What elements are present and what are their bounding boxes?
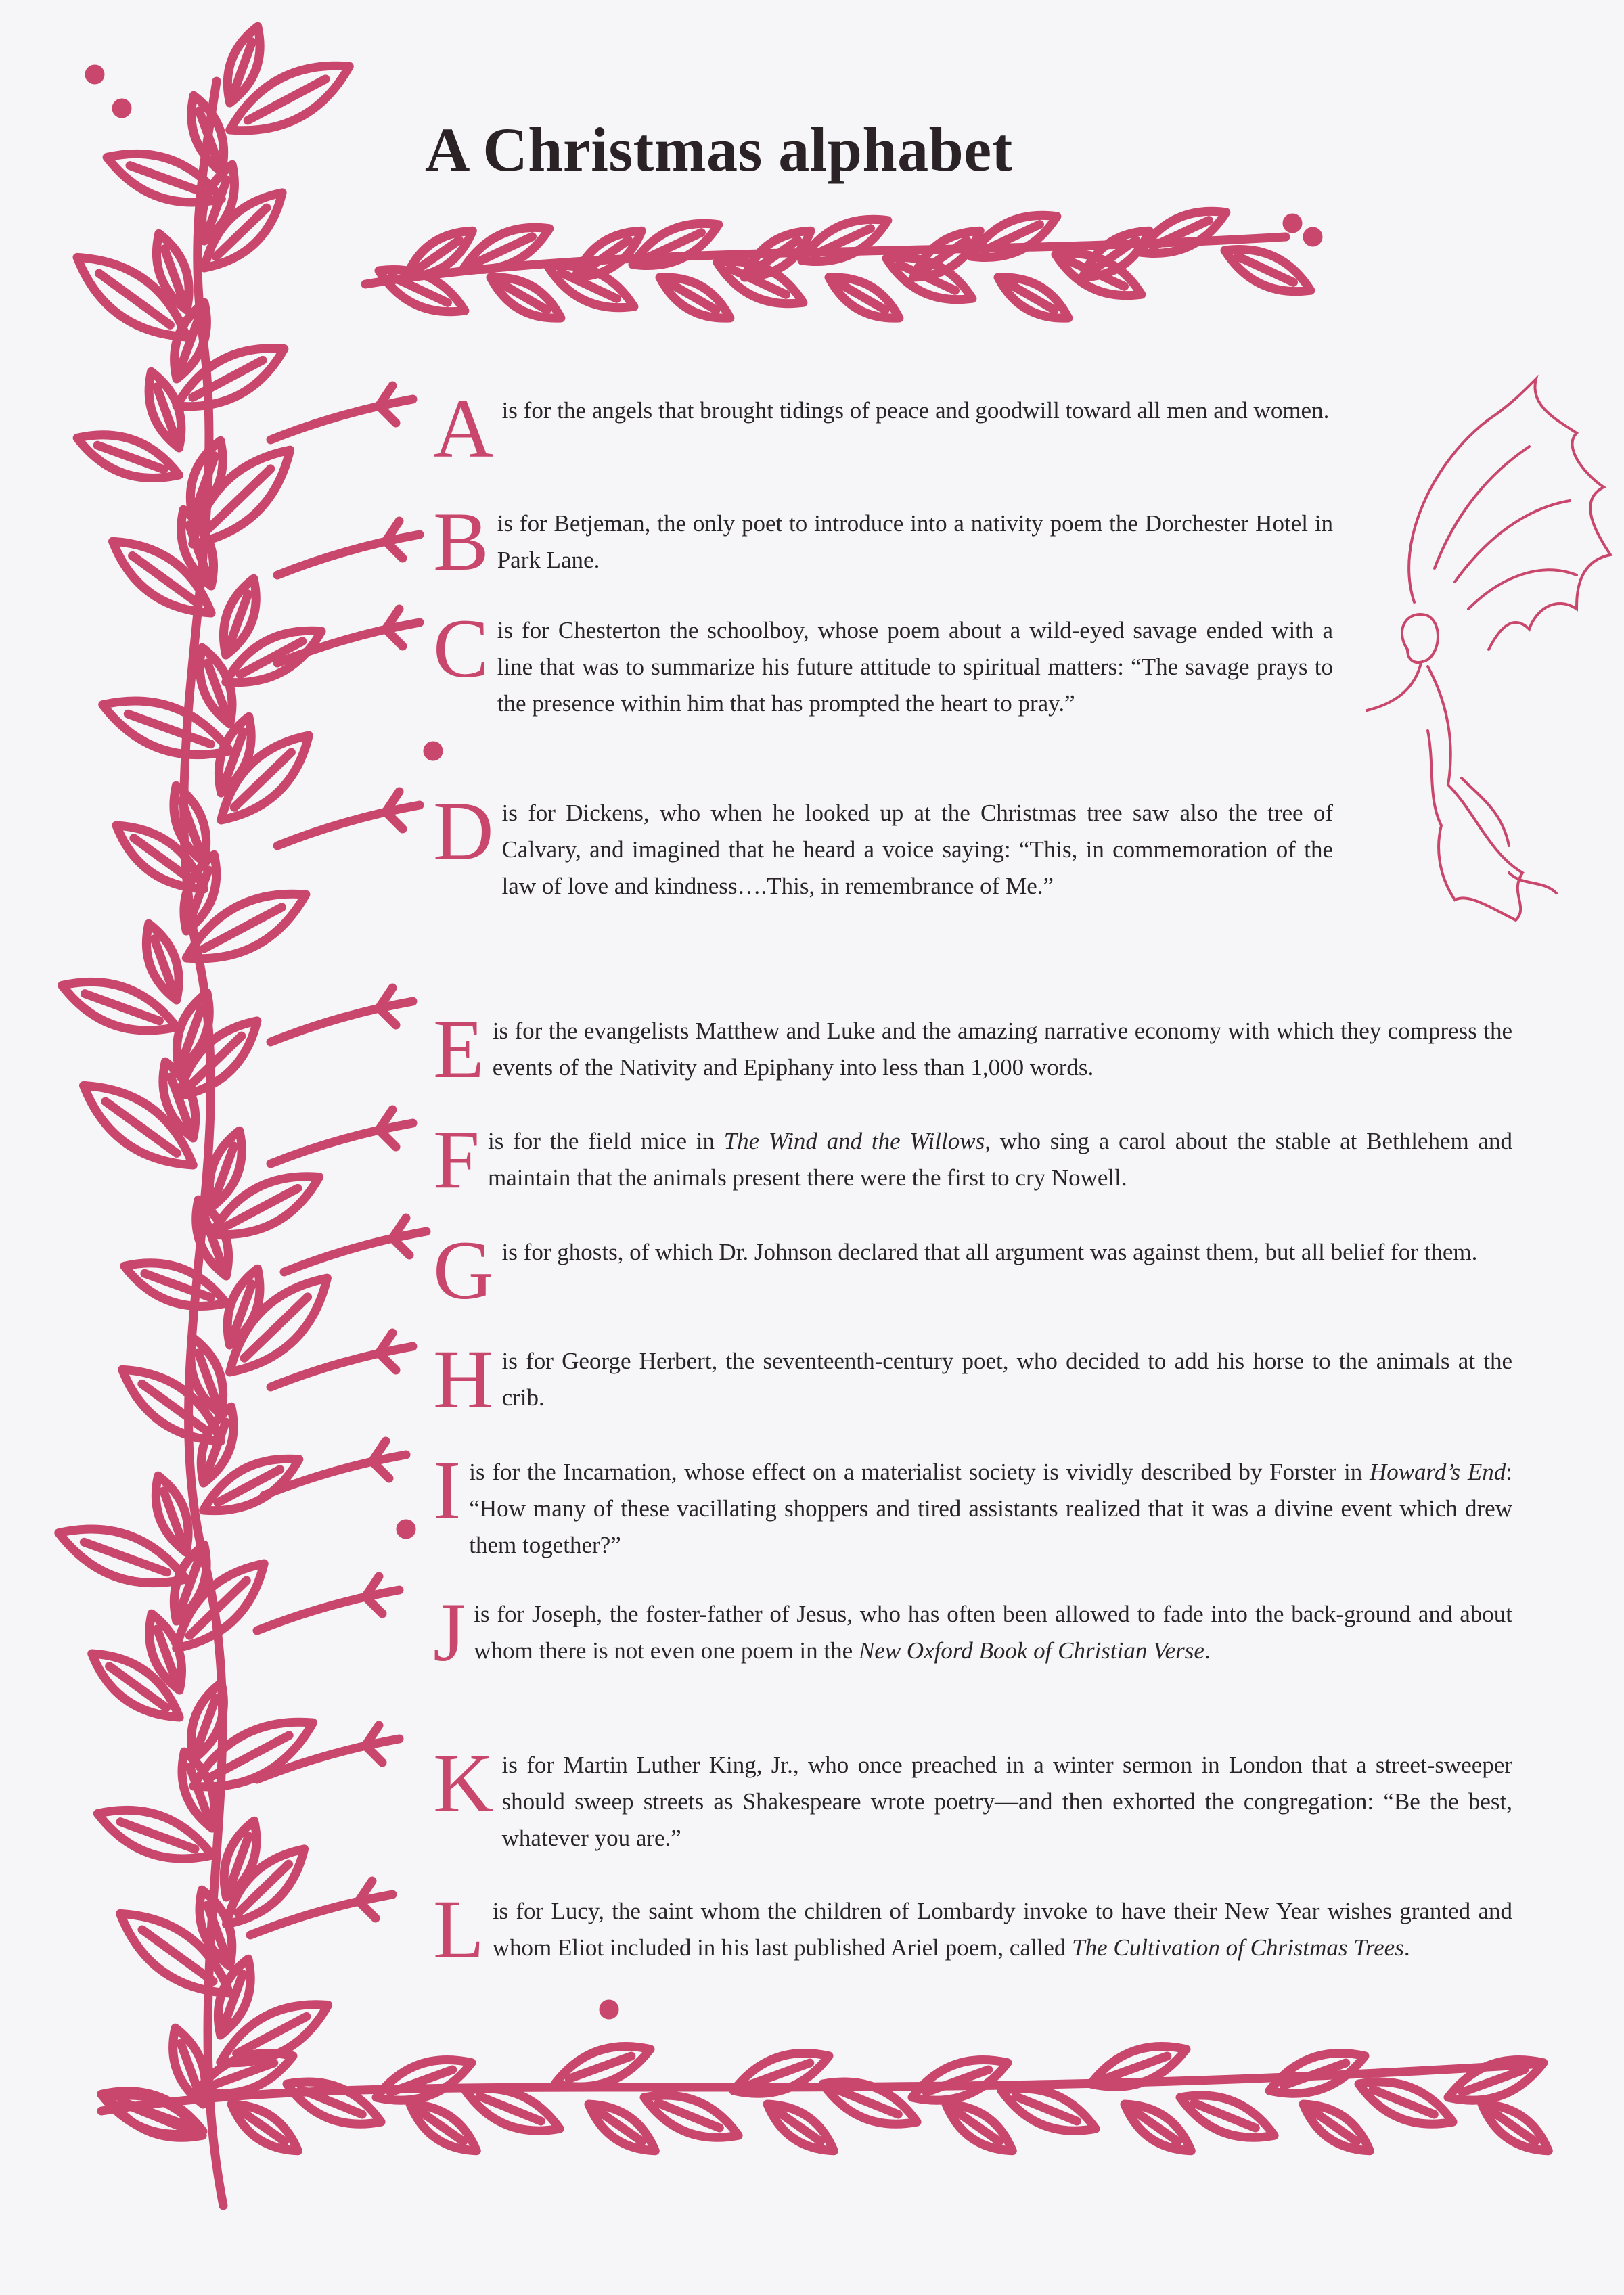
berry-dot — [116, 103, 127, 114]
leaf-icon — [1303, 2104, 1370, 2151]
entry-text: is for Lucy, the saint whom the children of Lombardy invoke to have their New Year wishes granted and whom Eliot included in his last published Ariel poem, called — [492, 1898, 1512, 1961]
entry-text: is for Dickens, who when he looked up at the Christmas tree saw also the tree of Calvary, and imagined that he heard a voice saying: “This, in commemoration of the law of love and kindness….This, in remembrance of Me.” — [501, 800, 1333, 899]
leaf-icon — [410, 2104, 476, 2151]
berry-dot — [1307, 231, 1318, 242]
leaf-icon — [912, 2060, 1008, 2100]
drop-cap: K — [433, 1737, 494, 1830]
italic-title: The Cultivation of Christmas Trees — [1072, 1934, 1404, 1961]
leaf-icon — [125, 1263, 226, 1306]
leaf-icon — [491, 277, 561, 318]
leaf-icon — [1225, 250, 1311, 292]
leaf-icon — [194, 1722, 313, 1787]
drop-cap: E — [433, 1003, 484, 1095]
leaf-icon — [946, 2104, 1012, 2151]
entry-text: is for Joseph, the foster-father of Jesus, who has often been allowed to fade into the back-ground and about whom there is not even one poem in the — [474, 1601, 1512, 1664]
berry-dot — [428, 746, 438, 756]
leaf-icon — [575, 231, 641, 277]
leaf-icon — [77, 435, 179, 478]
entry-text: is for George Herbert, the seventeenth-century poet, who decided to add his horse to the animals at the crib. — [501, 1348, 1512, 1411]
leaf-icon — [191, 95, 224, 172]
leaf-icon — [224, 1821, 256, 1897]
drop-cap: C — [433, 602, 489, 695]
entry-text: . — [1403, 1934, 1410, 1961]
leaf-icon — [1001, 2089, 1096, 2131]
leaf-icon — [1269, 2053, 1365, 2093]
entry-c — [433, 602, 1333, 722]
drop-cap: H — [433, 1333, 494, 1426]
page-title: A Christmas alphabet — [425, 115, 1013, 184]
leaf-icon — [1482, 2104, 1548, 2151]
drop-cap: L — [433, 1883, 484, 1976]
berry-dot — [604, 2004, 614, 2015]
leaf-icon — [644, 2095, 738, 2137]
entry-text: is for the evangelists Matthew and Luke and the amazing narrative economy with which they compress the events of the Nativity and Epiphany into less than 1,000 words. — [492, 1018, 1512, 1081]
leaf-icon — [998, 277, 1068, 318]
entry-a — [433, 382, 1333, 475]
leaf-icon — [466, 2089, 560, 2131]
entry-h — [433, 1333, 1512, 1426]
leaf-icon — [767, 2104, 834, 2151]
drop-cap: F — [433, 1113, 480, 1206]
entry-text: is for ghosts, of which Dr. Johnson declared that all argument was against them, but all belief for them. — [501, 1239, 1478, 1265]
drop-cap: G — [433, 1224, 494, 1317]
leaf-icon — [555, 2046, 650, 2087]
entry-d — [433, 785, 1333, 905]
entry-text: is for Betjeman, the only poet to introduce into a nativity poem the Dorchester Hotel in Park Lane. — [497, 510, 1333, 573]
leaf-icon — [1180, 2095, 1274, 2137]
entry-j — [433, 1586, 1512, 1679]
leaf-icon — [156, 1476, 188, 1552]
leaf-icon — [589, 2104, 655, 2151]
leaf-icon — [190, 440, 223, 517]
entry-k — [433, 1737, 1512, 1857]
drop-cap: D — [433, 785, 494, 878]
entry-f — [433, 1113, 1512, 1206]
entry-text: is for the angels that brought tidings of peace and goodwill toward all men and women. — [501, 397, 1330, 424]
angel-illustration — [1367, 379, 1610, 920]
entry-text: is for Chesterton the schoolboy, whose poem about a wild-eyed savage ended with a line that was to summarize his future attitude to spiritual matters: “The savage prays to the presence within him that has prompted the heart to pray.” — [497, 617, 1333, 717]
drop-cap: A — [433, 382, 494, 475]
italic-title: The Wind and the Willows — [723, 1128, 985, 1154]
entry-i — [433, 1444, 1512, 1564]
leaf-icon — [1125, 2104, 1191, 2151]
italic-title: New Oxford Book of Christian Verse — [858, 1637, 1204, 1664]
entry-text: is for the Incarnation, whose effect on a materialist society is vividly described by Forster in — [469, 1459, 1370, 1485]
leaf-icon — [1140, 211, 1226, 253]
berry-dot — [89, 69, 100, 80]
entry-l — [433, 1883, 1512, 1976]
leaf-icon — [376, 2060, 472, 2100]
entry-text: : “How many of these vacillating shoppers and tired assistants realized that it was a divine event which drew them together?” — [469, 1459, 1512, 1558]
entry-e — [433, 1003, 1512, 1095]
drop-cap: J — [433, 1586, 466, 1679]
leaf-icon — [223, 578, 256, 655]
entry-text: is for Martin Luther King, Jr., who once preached in a winter sermon in London that a street-sweeper should sweep streets as Shakespeare wrote poetry—and then exhorted the congregation: “Be the best, whatever you are.” — [501, 1752, 1512, 1851]
leaf-icon — [230, 66, 350, 131]
entry-text: . — [1204, 1637, 1211, 1664]
leaf-icon — [660, 277, 730, 318]
leaf-icon — [1359, 2082, 1453, 2124]
leaf-icon — [209, 1131, 242, 1207]
entry-b — [433, 495, 1333, 588]
entry-text: is for the field mice in — [487, 1128, 724, 1154]
leaf-icon — [829, 277, 899, 318]
drop-cap: B — [433, 495, 489, 588]
leaf-icon — [186, 894, 306, 959]
italic-title: Howard’s End — [1369, 1459, 1506, 1485]
entry-text: , who sing a carol about the stable at Bethlehem and maintain that the animals present there were the first to cry Nowell. — [487, 1128, 1512, 1191]
entry-g — [433, 1224, 1512, 1317]
leaf-icon — [227, 1269, 260, 1345]
berry-dot — [401, 1524, 411, 1535]
leaf-icon — [231, 2104, 298, 2151]
leaf-icon — [146, 924, 179, 1000]
berry-dot — [1287, 218, 1298, 229]
drop-cap: I — [433, 1444, 461, 1537]
